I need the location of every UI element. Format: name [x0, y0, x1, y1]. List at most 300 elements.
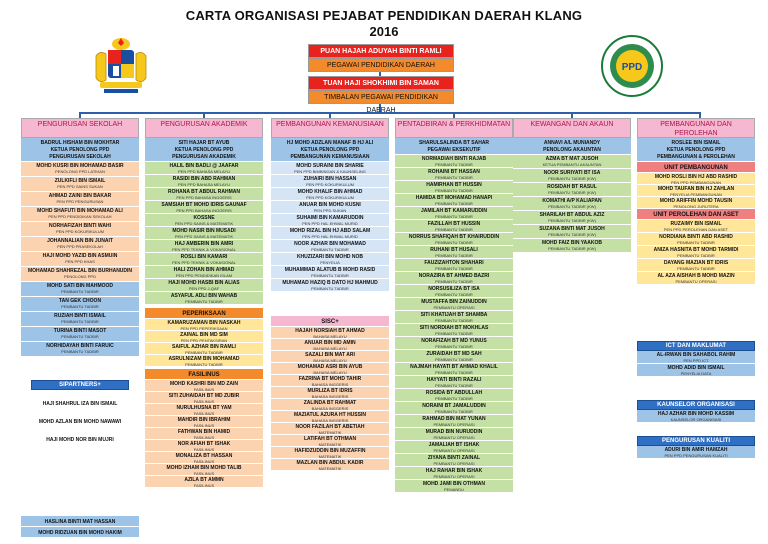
staff-name: ZIYANA BINTI ZAINAL	[427, 455, 481, 461]
staff-row	[145, 452, 263, 464]
staff-row	[395, 285, 513, 298]
staff-name: HAJ RAHAR BIN ISHAK	[425, 468, 483, 474]
staff-name: NORSUSILIZA BT ISA	[428, 286, 480, 292]
staff-name: TAN GEK CHOON	[58, 298, 102, 304]
staff-row	[21, 222, 139, 237]
staff-name: HASLINA BINTI MAT HASSAN	[21, 516, 139, 527]
staff-name: ANUAR BIN MD AMIN	[304, 340, 356, 346]
staff-name: HAJAH NORSIAH BT AHMAD	[295, 328, 365, 334]
staff-post: MATEMATIK	[318, 466, 342, 471]
staff-row	[271, 253, 389, 266]
staff-post: PEMBANTU TADBIR (KW)	[548, 176, 596, 181]
staff-post: BAHASA INGGERIS	[311, 406, 349, 411]
sipartners-list	[21, 394, 139, 448]
staff-name: SITI ZUHAIDAH BT MD ZUBIR	[168, 393, 240, 399]
staff-row	[21, 162, 139, 177]
staff-name: AL-IRWAN BIN SAHABOL RAHIM	[656, 352, 736, 358]
staff-post: PEN PPD BAHASA MELAYU	[178, 169, 230, 174]
ppd-klang-logo	[598, 32, 666, 100]
staff-row	[513, 239, 631, 253]
staff-post: PEN PPD KOKURIKULUM	[305, 182, 354, 187]
staff-name: ZULKIFLI BIN ISMAIL	[54, 178, 106, 184]
column-pentadbiran	[395, 118, 513, 493]
staff-name: ASYAFUL ADLI BIN WAHAB	[170, 293, 238, 299]
staff-post: PEMBANTU TADBIR (KW)	[548, 246, 596, 251]
staff-name: MOHD RIZAL BIN HJ ABD SALAM	[289, 228, 371, 234]
staff-name: LATIFAH BT OTHMAN	[303, 436, 357, 442]
staff-row	[271, 375, 389, 387]
head-name: BADRUL HISHAM BIN MOKHTAR	[40, 140, 120, 146]
tppd-name-box: TUAN HAJI SHOKHIMI BIN SAMAN	[308, 76, 454, 90]
column-pembangunan-perolehan	[637, 118, 755, 285]
staff-name: MOHD ARIFFIN MOHD TAUSIN	[659, 198, 733, 204]
section-header: FASILINUS	[145, 369, 263, 380]
sipartners-header: SIPARTNERS+	[31, 380, 129, 390]
staff-post: PEMBANTU TADBIR	[311, 286, 349, 291]
staff-post: PEN PPD BAHASA INGGERIS	[176, 208, 232, 213]
staff-row	[395, 363, 513, 376]
staff-name: SAZALI BIN MAT ARI	[305, 352, 355, 358]
malaysia-crest-logo	[92, 36, 150, 96]
staff-name: MOHD SATI BIN MAHMOOD	[46, 283, 113, 289]
staff-name: NAJMAH HAYATI BT AHMAD KHALIL	[410, 364, 498, 370]
staff-post: PENOLONG JURUTERA	[673, 204, 719, 209]
kaunselor-list	[637, 410, 755, 423]
staff-post: PEMBANTU TADBIR	[677, 253, 715, 258]
staff-name: MOHD KUSRI BIN MOHAMAD BASIR	[36, 163, 124, 169]
staff-post: PEN PPD ICT	[683, 358, 709, 363]
staff-name: RASIDI BIN ABD RAHMAN	[172, 176, 236, 182]
staff-row	[513, 225, 631, 239]
staff-name: MUHAMMAD ALATUB B MOHD RASID	[284, 267, 376, 273]
staff-name: NORAFIZAH BT MD YUNUS	[421, 338, 487, 344]
staff-post: PEN PPD PEROLEHAN DAN ASET	[663, 227, 729, 232]
staff-name: MURLIZA BT IDRIS	[307, 388, 353, 394]
staff-row	[145, 380, 263, 392]
staff-post: BAHASA MELAYU	[313, 358, 347, 363]
head-sub: PENGURUSAN SEKOLAH	[49, 154, 111, 160]
staff-post: PEN PPD PENGURUSAN	[56, 199, 104, 204]
staff-row	[21, 252, 139, 267]
staff-post: FASILINUS	[193, 447, 215, 452]
staff-name: NORHAFIZAH BINTI WAHI	[49, 223, 111, 229]
staff-row	[637, 220, 755, 233]
chart-year: 2016	[369, 24, 399, 39]
staff-post: PEMBANTU OPERASI	[433, 474, 475, 479]
staff-row	[271, 459, 389, 471]
svg-text:PPD: PPD	[621, 62, 643, 73]
staff-row	[271, 201, 389, 214]
staff-row	[637, 233, 755, 246]
staff-row	[395, 259, 513, 272]
staff-post: PEMBANTU TADBIR	[185, 350, 223, 355]
staff-post: PEMBANTU TADBIR	[185, 362, 223, 367]
staff-row	[271, 175, 389, 188]
tppd-role-box: TIMBALAN PEGAWAI PENDIDIKAN DAERAH	[308, 90, 454, 104]
staff-name: RUZAIMY BIN ISMAIL	[670, 221, 722, 227]
staff-post: MATEMATIK	[318, 430, 342, 435]
staff-post: PEMBANTU TADBIR	[435, 370, 473, 375]
staff-row	[271, 327, 389, 339]
staff-name: NOR AFIAH BT ISHAK	[177, 441, 231, 447]
staff-post: PEMBANTU TADBIR	[435, 383, 473, 388]
staff-post: PEN PPD PENDIDIKAN ISLAM	[175, 273, 233, 278]
staff-post: PEMBANTU TADBIR (KW)	[548, 218, 596, 223]
head-role: KETUA PENOLONG PPD	[666, 147, 726, 153]
staff-name: HAYYATI BINTI RAZALI	[426, 377, 482, 383]
staff-row	[395, 480, 513, 493]
staff-post: PEMBANTU TADBIR	[61, 319, 99, 324]
staff-name: MAZIATUL AZURA HT HUSSIN	[294, 412, 366, 418]
staff-row	[145, 175, 263, 188]
staff-post: BAHASA MELAYU	[313, 370, 347, 375]
staff-post: FASILINUS	[193, 471, 215, 476]
staff-row	[637, 446, 755, 459]
column-header: PENGURUSAN SEKOLAH	[21, 118, 139, 138]
staff-row	[271, 447, 389, 459]
head-sub: PEMBANGUNAN & PEROLEHAN	[657, 154, 735, 160]
staff-name: RAHMAD BIN MAT YUNAN	[422, 416, 486, 422]
staff-post: PEN PPD PENDIDIKAN SEKOLAH	[48, 214, 112, 219]
staff-post: PEN PPD TEKNIK & VOKASIONAL	[172, 247, 236, 252]
staff-post: PEN PPD SAINS & MATEMATIK	[174, 221, 234, 226]
column-head-block	[513, 138, 631, 155]
staff-name: SITI NORDIAH BT MOKHLAS	[419, 325, 489, 331]
staff-post: PEMBANTU TADBIR (KW)	[548, 204, 596, 209]
staff-name: AZILA BT AMMN	[184, 477, 224, 483]
staff-name: HALIL BIN BADLI @ JAAFAR	[169, 163, 239, 169]
staff-row	[145, 201, 263, 214]
staff-post: PEN PPD SAINS & MATEMATIK	[174, 234, 234, 239]
staff-row	[145, 266, 263, 279]
staff-name: AL AZA AISHAH B MOHD MAZIN	[657, 273, 735, 279]
staff-name: MONALIZA BT HASSAN	[175, 453, 233, 459]
staff-post: PEMBANTU TADBIR	[435, 266, 473, 271]
staff-name: NORAZIRA BT AHMED BAZRI	[418, 273, 490, 279]
staff-row	[637, 246, 755, 259]
staff-post: PEMBANTU TADBIR (KW)	[548, 190, 596, 195]
staff-row	[21, 192, 139, 207]
staff-post: PEMBANTU TADBIR	[435, 357, 473, 362]
staff-post: BAHASA INGGERIS	[311, 394, 349, 399]
column-pembangunan-kemanusiaan	[271, 118, 389, 471]
staff-name: TURINA BINTI MASOT	[53, 328, 107, 334]
spacer	[271, 292, 389, 316]
staff-name: HAMIDA BT MOHAMAD HANAPI	[415, 195, 493, 201]
staff-post: PEMBANTU TADBIR	[435, 201, 473, 206]
staff-post: PEMBANTU OPERASI	[433, 461, 475, 466]
staff-post: PEMBANTU TADBIR	[435, 175, 473, 180]
staff-post: PEMBANTU OPERASI	[675, 279, 717, 284]
staff-post: PEMBANTU OPERASI	[433, 435, 475, 440]
staff-row	[21, 282, 139, 297]
staff-post: PEMBANTU TADBIR	[435, 331, 473, 336]
staff-name: SUZANA BINTI MAT JUSOH	[539, 226, 605, 232]
staff-row	[271, 214, 389, 227]
staff-row	[395, 324, 513, 337]
staff-row	[395, 272, 513, 285]
staff-row	[271, 435, 389, 447]
staff-row	[513, 183, 631, 197]
column-pengurusan-sekolah	[21, 118, 139, 357]
staff-post: PEMANDU	[443, 487, 464, 492]
staff-post: KAUNSELOR ORGANISASI	[670, 417, 722, 422]
column-kewangan	[513, 118, 631, 253]
staff-post: PENOLONG PPD LATIHAN	[55, 169, 105, 174]
staff-name: NORRUS SHAFIQAH BT KHAIRUDDIN	[408, 234, 500, 240]
staff-post: PEMBANTU TADBIR	[61, 304, 99, 309]
staff-row	[513, 197, 631, 211]
column-header: PEMBANGUNAN DAN PEROLEHAN	[637, 118, 755, 138]
column-header: PENGURUSAN AKADEMIK	[145, 118, 263, 138]
staff-name: SUHAIMI BIN KAMARUDDIN	[296, 215, 364, 221]
staff-name: MOHD TAUFAN BIN HJ ZAHLAN	[657, 186, 735, 192]
staff-name: MOHD SURAINI BIN SHARIE	[296, 163, 364, 169]
staff-post: FASILINUS	[193, 483, 215, 488]
staff-row	[395, 337, 513, 350]
chart-title: CARTA ORGANISASI PEJABAT PENDIDIKAN DAERAH KLANG	[185, 8, 583, 23]
staff-post: PEMBANTU OPERASI	[433, 448, 475, 453]
staff-post: BAHASA MELAYU	[313, 334, 347, 339]
staff-name: NOOR FAZILAH BT ABETIAH	[295, 424, 365, 430]
staff-name: MOHAMAD ASRI BIN AYUB	[297, 364, 363, 370]
staff-row	[271, 339, 389, 351]
staff-name: KHUZIZARI BIN MOHD NOB	[296, 254, 364, 260]
staff-post: PENOLONG PPD	[63, 274, 96, 279]
sipartner-name: MOHD AZLAN BIN MOHD NAWAWI	[21, 412, 139, 430]
staff-row	[271, 411, 389, 423]
staff-row	[513, 211, 631, 225]
staff-post: FASILINUS	[193, 435, 215, 440]
staff-name: HAJ AZHAR BIN MOHD KASSIM	[657, 411, 735, 417]
staff-post: PEMBANTU TADBIR	[185, 299, 223, 304]
staff-name: ZUHAIRI BIN HASSAN	[303, 176, 357, 182]
staff-name: ROSIDAH BT RASUL	[547, 184, 597, 190]
staff-row	[395, 155, 513, 168]
staff-row	[395, 220, 513, 233]
staff-post: PEMBANTU TADBIR	[677, 240, 715, 245]
column-head-block	[637, 138, 755, 162]
column-header: PEMBANGUNAN KEMANUSIAAN	[271, 118, 389, 138]
staff-row	[395, 181, 513, 194]
section-header: PEPERIKSAAN	[145, 308, 263, 319]
staff-name: ROSLI BIN KAMARI	[180, 254, 228, 260]
section-header: UNIT PEROLEHAN DAN ASET	[637, 209, 755, 220]
column-1-bottom	[21, 516, 139, 538]
staff-row	[395, 207, 513, 220]
column-header: PENTADBIRAN & PERKHIDMATAN	[395, 118, 513, 138]
staff-post: PEN PPD PEMBANGUNAN	[670, 180, 721, 185]
head-role: KETUA PENOLONG PPD	[174, 147, 234, 153]
staff-row	[395, 376, 513, 389]
staff-post: PEN PPD HAL EHWAL MURID	[302, 221, 358, 226]
staff-post: PENYELIA DATA	[680, 371, 712, 376]
staff-post: PEN PPD HAL EHWAL MURID	[302, 234, 358, 239]
staff-row	[21, 297, 139, 312]
staff-post: PEMBANTU TADBIR	[311, 273, 349, 278]
staff-post: PEMBANTU TADBIR	[677, 266, 715, 271]
staff-row	[21, 177, 139, 192]
staff-post: PEMBANTU TADBIR	[61, 289, 99, 294]
staff-name: MOHD SHAFUTI BIN MOHAMAD ALI	[37, 208, 123, 214]
staff-name: MOHD FAIZ BIN YAAKOB	[541, 240, 602, 246]
staff-row	[21, 267, 139, 282]
staff-post: MATEMATIK	[318, 454, 342, 459]
head-sub: PEMBANGUNAN KEMANUSIAAN	[290, 154, 370, 160]
staff-name: FAZILLAH BT HUSSIN	[427, 221, 481, 227]
staff-row	[145, 392, 263, 404]
staff-row	[271, 387, 389, 399]
sipartner-name: HAJI MOHD NOR BIN MUJRI	[21, 430, 139, 448]
staff-row	[395, 246, 513, 259]
staff-post: PEMBANTU TADBIR	[435, 188, 473, 193]
staff-name: ZAINAL BIN MD SIM	[180, 332, 228, 338]
staff-name: MUSTAFFA BIN ZAINUDDIN	[421, 299, 487, 305]
staff-name: NURULHUSNA BT YAM	[176, 405, 232, 411]
staff-name: ANUAR BIN MOHD KUSNI	[299, 202, 361, 208]
staff-name: SAMSIAH BT MOHD IDRIS GAUNAF	[161, 202, 247, 208]
staff-post: PEN PPD PENTAKSIRAN	[180, 338, 228, 343]
staff-row	[637, 272, 755, 285]
staff-row	[271, 423, 389, 435]
staff-post: PEN PPD KOKURIKULUM	[55, 229, 104, 234]
staff-name: RUHANI BT HUSALI	[430, 247, 478, 253]
staff-row	[21, 237, 139, 252]
staff-row	[637, 259, 755, 272]
staff-row	[21, 312, 139, 327]
staff-row	[395, 389, 513, 402]
staff-name: ROSIDA BT ABDULLAH	[425, 390, 483, 396]
staff-post: PEN PPD PEPERIKSAAN	[180, 326, 228, 331]
staff-name: MOHD JAMI BIN OTHMAN	[423, 481, 485, 487]
staff-name: JAMILAH BT KAMARUDDIN	[420, 208, 488, 214]
staff-name: NORMADIAH BINTI RAJAB	[421, 156, 487, 162]
staff-name: KOMATHI A/P KALIAPAN	[542, 198, 602, 204]
staff-name: NORHIDAYAH BINTI FARUIC	[46, 343, 114, 349]
staff-name: AZMA BT MAT JUSOH	[545, 156, 599, 162]
staff-row	[145, 227, 263, 240]
staff-row	[513, 169, 631, 183]
staff-name: MAHDIR BIN IBRAHIM	[177, 417, 231, 423]
staff-row	[145, 428, 263, 440]
staff-post: PEMBANTU TADBIR	[435, 214, 473, 219]
column-pengurusan-akademik	[145, 118, 263, 488]
head-name: HJ MOHD ADZLAN MANAF B HJ ALI	[286, 140, 374, 146]
staff-name: NOOR AZHAR BIN MOHAMAD	[294, 241, 366, 247]
staff-row	[395, 194, 513, 207]
staff-row	[271, 240, 389, 253]
staff-post: PEN PPD BIMBINGAN & KAUNSELING	[294, 169, 366, 174]
staff-row	[145, 404, 263, 416]
staff-row	[271, 279, 389, 292]
staff-name: FAZRINA BT MOHD TAHIR	[298, 376, 362, 382]
staff-post: MATEMATIK	[318, 442, 342, 447]
staff-post: PEMBANTU TADBIR	[435, 396, 473, 401]
staff-row	[145, 331, 263, 343]
staff-post: PEN PPD KOKURIKULUM	[305, 195, 354, 200]
staff-name: RUZIAH BINTI ISMAIL	[54, 313, 106, 319]
staff-post: PEN PPD KHAS	[65, 259, 95, 264]
head-name: ROSLEE BIN ISMAIL	[671, 140, 721, 146]
staff-post: PEMBANTU TADBIR	[311, 247, 349, 252]
staff-post: PEMBANTU TADBIR (KW)	[548, 232, 596, 237]
head-role: KETUA PENOLONG PPD	[50, 147, 110, 153]
staff-row	[513, 155, 631, 169]
staff-row	[21, 207, 139, 222]
staff-name: ZALINDA BT RAHMAT	[303, 400, 357, 406]
sipartner-name: HAJI SHAHRUL IZA BIN ISMAIL	[21, 394, 139, 412]
staff-post: PENYELIA PEMBANGUNAN	[670, 192, 722, 197]
staff-row	[395, 441, 513, 454]
staff-post: PEN PPD BAHASA MELAYU	[178, 182, 230, 187]
staff-row	[395, 311, 513, 324]
staff-post: FASILINUS	[193, 423, 215, 428]
staff-row	[271, 162, 389, 175]
head-sub: PENGURUSAN AKADEMIK	[172, 154, 236, 160]
staff-post: FASILINUS	[193, 387, 215, 392]
staff-row	[145, 279, 263, 292]
staff-row	[271, 227, 389, 240]
staff-name: JOHANNALIAN BIN JUNAIT	[47, 238, 113, 244]
staff-name: ROHAINI BT HASSAN	[428, 169, 480, 175]
staff-post: FASILINUS	[193, 459, 215, 464]
staff-name: SAIFUL AZHAR BIN RAMLI	[172, 344, 236, 350]
staff-post: BAHASA MELAYU	[313, 346, 347, 351]
staff-name: MOHD KHALIF BIN AHMAD	[297, 189, 363, 195]
staff-post: BAHASA INGGERIS	[311, 382, 349, 387]
staff-post: FASILINUS	[193, 411, 215, 416]
staff-post: PEMBANTU TADBIR	[61, 334, 99, 339]
head-name: SITI HAJAR BT AYUB	[178, 140, 230, 146]
staff-row	[145, 355, 263, 367]
staff-name: ZURAIDAH BT MD SAH	[426, 351, 482, 357]
head-name: SHARULSALINDA BT SAHAR	[418, 140, 490, 146]
staff-row	[145, 253, 263, 266]
staff-row	[145, 162, 263, 175]
staff-post: PEN PPD SUKAN	[313, 208, 347, 213]
staff-row	[271, 399, 389, 411]
staff-name: ASRULNIZAM BIN MOHAMAD	[168, 356, 240, 362]
staff-name: ADURI BIN AMIR HAMZAH	[664, 447, 728, 453]
kualiti-list	[637, 446, 755, 459]
staff-row	[637, 173, 755, 185]
section-header: SISC+	[271, 316, 389, 327]
staff-row	[637, 185, 755, 197]
staff-name: FATHWAN BIN HAMID	[177, 429, 231, 435]
staff-name: NORDIANA BINTI ABD RASHID	[659, 234, 733, 240]
staff-post: FASILINUS	[193, 399, 215, 404]
staff-post: PEMBANTU TADBIR	[61, 349, 99, 354]
staff-name: HAMIRHAN BT HUSSIN	[426, 182, 482, 188]
kaunselor-header: KAUNSELOR ORGANISASI	[637, 400, 755, 410]
column-head-block	[395, 138, 513, 155]
staff-name: HAJI MOHD YAZID BIN ASMUIN	[42, 253, 118, 259]
staff-name: MOHD RIDZUAN BIN MOHD HAKIM	[21, 527, 139, 538]
staff-name: FAUZIZAHTON SHAHARI	[424, 260, 484, 266]
column-header: KEWANGAN DAN AKAUN	[513, 118, 631, 138]
staff-name: HAJ AMBERIN BIN AMRI	[174, 241, 234, 247]
head-role: PENOLONG AKAUNTAN	[543, 147, 601, 153]
ppd-role-box: PEGAWAI PENDIDIKAN DAERAH	[308, 58, 454, 72]
staff-post: PEN PPD PRASEKOLAH	[57, 244, 103, 249]
staff-post: PEMBANTU OPERASI	[433, 305, 475, 310]
staff-row	[21, 342, 139, 357]
staff-row	[145, 292, 263, 305]
staff-row	[21, 327, 139, 342]
staff-name: KOSSNE	[193, 215, 215, 221]
staff-row	[395, 298, 513, 311]
staff-name: HAJI MOHD HASBI BIN ALIAS	[168, 280, 240, 286]
